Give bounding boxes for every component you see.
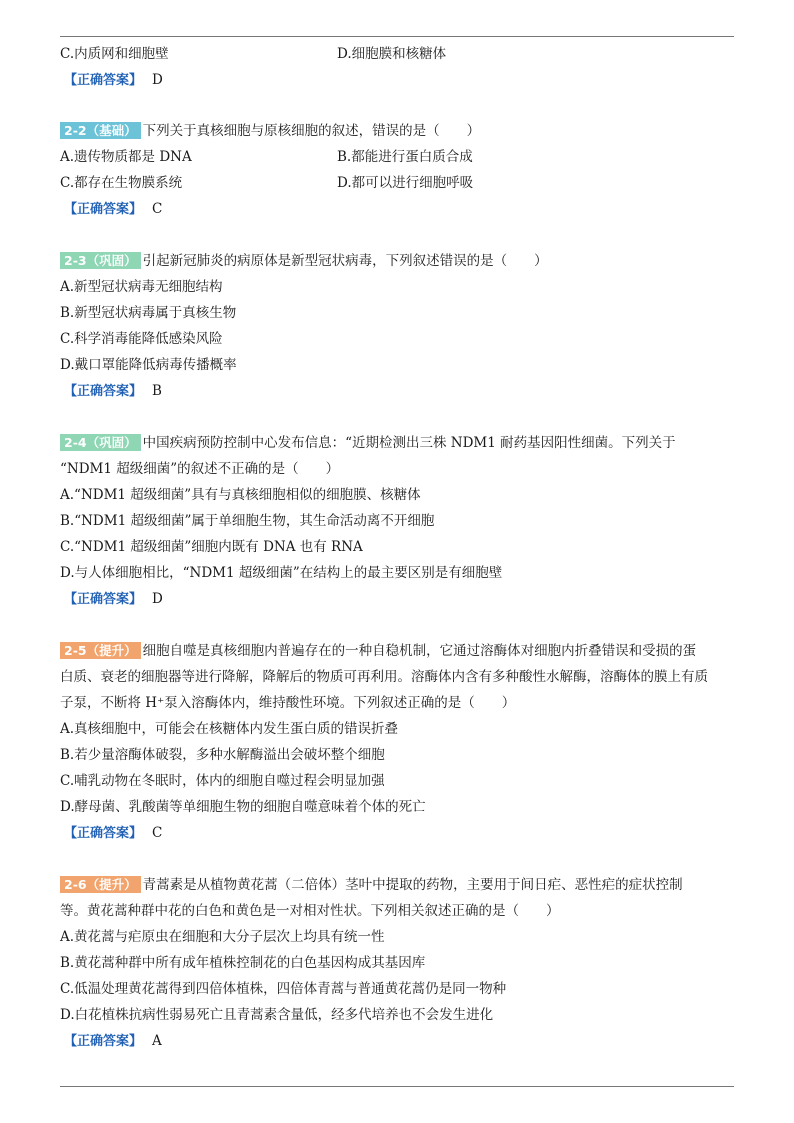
- stem-text: “NDM1 超级细菌”的叙述不正确的是（ ）: [60, 461, 340, 477]
- option-c: C.哺乳动物在冬眠时，体内的细胞自噬过程会明显加强: [60, 773, 385, 789]
- answer-label: 【正确答案】: [64, 384, 143, 399]
- difficulty-tag: 2-4（巩固）: [60, 434, 141, 451]
- answer-row: [64, 824, 162, 843]
- option-c: C.低温处理黄花蒿得到四倍体植株，四倍体青蒿与普通黄花蒿仍是同一物种: [60, 981, 507, 997]
- option-c: C.科学消毒能降低感染风险: [60, 331, 223, 347]
- difficulty-tag: 2-3（巩固）: [60, 252, 141, 269]
- option-c: C.都存在生物膜系统: [60, 175, 183, 191]
- option-a: A.新型冠状病毒无细胞结构: [60, 279, 223, 295]
- option-d: D.与人体细胞相比，“NDM1 超级细菌”在结构上的最主要区别是有细胞壁: [60, 565, 503, 581]
- option-c: C.内质网和细胞壁: [60, 46, 169, 62]
- stem-text: 引起新冠肺炎的病原体是新型冠状病毒，下列叙述错误的是（ ）: [142, 253, 548, 269]
- footer-rule: [60, 1086, 734, 1087]
- answer-label: 【正确答案】: [64, 826, 143, 841]
- answer-row: [64, 382, 162, 401]
- stem-text: 细胞自噬是真核细胞内普遍存在的一种自稳机制，它通过溶酶体对细胞内折叠错误和受损的蛋: [142, 643, 697, 659]
- answer-label: 【正确答案】: [64, 1034, 143, 1049]
- stem-text: 等。黄花蒿种群中花的白色和黄色是一对相对性状。下列相关叙述正确的是（ ）: [60, 903, 560, 919]
- option-d: D.戴口罩能降低病毒传播概率: [60, 357, 237, 373]
- answer-row: [64, 200, 162, 219]
- option-a: A.黄花蒿与疟原虫在细胞和大分子层次上均具有统一性: [60, 929, 385, 945]
- option-d: D.酵母菌、乳酸菌等单细胞生物的细胞自噬意味着个体的死亡: [60, 799, 426, 815]
- question-stem: [60, 642, 696, 660]
- difficulty-tag: 2-2（基础）: [60, 122, 141, 139]
- option-d: D.细胞膜和核糖体: [337, 46, 447, 62]
- answer-row: [64, 1032, 162, 1051]
- option-a: A.遗传物质都是 DNA: [60, 149, 192, 165]
- difficulty-tag: 2-5（提升）: [60, 642, 141, 659]
- stem-text: 子泵，不断将 H⁺泵入溶酶体内，维持酸性环境。下列叙述正确的是（ ）: [60, 695, 516, 711]
- header-rule: [60, 36, 734, 37]
- question-stem: [60, 122, 480, 140]
- answer-label: 【正确答案】: [64, 202, 143, 217]
- stem-text: 下列关于真核细胞与原核细胞的叙述，错误的是（ ）: [142, 123, 481, 139]
- answer-value: D: [152, 591, 163, 607]
- answer-value: C: [152, 825, 163, 841]
- answer-value: D: [152, 72, 163, 88]
- difficulty-tag: 2-6（提升）: [60, 876, 141, 893]
- option-a: A.真核细胞中，可能会在核糖体内发生蛋白质的错误折叠: [60, 721, 399, 737]
- answer-label: 【正确答案】: [64, 592, 143, 607]
- option-d: D.都可以进行细胞呼吸: [337, 175, 474, 191]
- option-b: B.若少量溶酶体破裂，多种水解酶溢出会破坏整个细胞: [60, 747, 385, 763]
- option-b: B.黄花蒿种群中所有成年植株控制花的白色基因构成其基因库: [60, 955, 426, 971]
- stem-text: 中国疾病预防控制中心发布信息：“近期检测出三株 NDM1 耐药基因阳性细菌。下列关于: [142, 435, 676, 451]
- option-b: B.新型冠状病毒属于真核生物: [60, 305, 237, 321]
- answer-row: [64, 590, 163, 609]
- option-a: A.“NDM1 超级细菌”具有与真核细胞相似的细胞膜、核糖体: [60, 487, 421, 503]
- option-c: C.“NDM1 超级细菌”细胞内既有 DNA 也有 RNA: [60, 539, 363, 555]
- stem-text: 白质、衰老的细胞器等进行降解，降解后的物质可再利用。溶酶体内含有多种酸性水解酶，溶酶体的膜上有质: [60, 669, 708, 685]
- question-stem: [60, 252, 548, 270]
- answer-value: B: [152, 383, 162, 399]
- question-stem: [60, 434, 676, 452]
- option-b: B.“NDM1 超级细菌”属于单细胞生物，其生命活动离不开细胞: [60, 513, 435, 529]
- answer-value: C: [152, 201, 163, 217]
- question-stem: [60, 876, 683, 894]
- stem-text: 青蒿素是从植物黄花蒿（二倍体）茎叶中提取的药物，主要用于间日疟、恶性疟的症状控制: [142, 877, 683, 893]
- answer-value: A: [152, 1033, 162, 1049]
- answer-label: 【正确答案】: [64, 73, 143, 88]
- option-d: D.白花植株抗病性弱易死亡且青蒿素含量低，经多代培养也不会发生进化: [60, 1007, 494, 1023]
- answer-row: [64, 71, 163, 90]
- option-b: B.都能进行蛋白质合成: [337, 149, 473, 165]
